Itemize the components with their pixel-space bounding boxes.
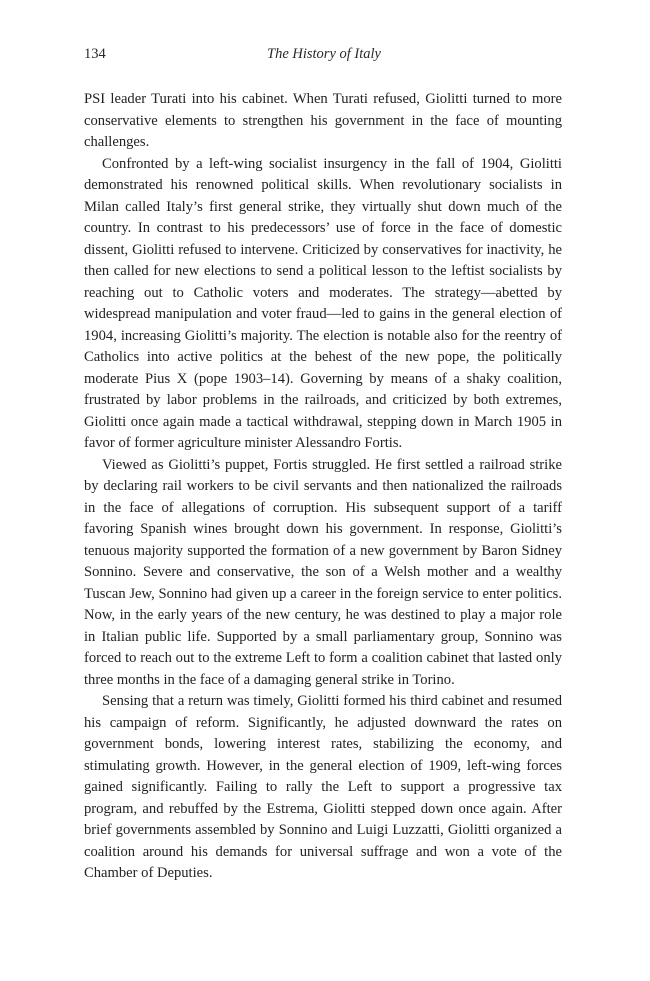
paragraph: Sensing that a return was timely, Giolitti formed his third cabinet and resumed his campaign of reform. Significantly, he adjusted downward the rates on government bonds, lowering interest rates, stabilizing the economy, and stimulating growth. However, in the general election of 1909, left-wing forces gained significantly. Failing to rally the Left to support a progressive tax program, and rebuffed by the Estrema, Giolitti stepped down once again. After brief governments assembled by Sonnino and Luigi Luzzatti, Giolitti organized a coalition around his demands for universal suffrage and won a vote of the Chamber of Deputies. [84,693,562,881]
paragraph: Viewed as Giolitti’s puppet, Fortis struggled. He first settled a railroad strike by declaring rail workers to be civil servants and then nationalized the railroads in the face of allegations of corruption. His subsequent support of a tariff favoring Spanish wines brought down his government. In response, Giolitti’s tenuous majority supported the formation of a new government by Baron Sidney Sonnino. Severe and conservative, the son of a Welsh mother and a wealthy Tuscan Jew, Sonnino had given up a career in the foreign service to enter politics. Now, in the early years of the new century, he was destined to play a major role in Italian public life. Supported by a small parliamentary group, Sonnino was forced to reach out to the extreme Left to form a coalition cabinet that lasted only three months in the face of a damaging general strike in Torino. [84,456,562,688]
page-header [84,46,564,66]
paragraph: Confronted by a left-wing socialist insurgency in the fall of 1904, Giolitti demonstrated his renowned political skills. When revolutionary socialists in Milan called Italy’s first general strike, they virtually shut down much of the country. In contrast to his predecessors’ use of force in the face of domestic dissent, Giolitti refused to intervene. Criticized by conservatives for inactivity, he then called for new elections to send a political lesson to the leftist socialists by reaching out to Catholic voters and moderates. The strategy—abetted by widespread manipulation and voter fraud—led to gains in the general election of 1904, increasing Giolitti’s majority. The election is notable also for the reentry of Catholics into active politics at the behest of the new pope, the politically moderate Pius X (pope 1903–14). Governing by means of a shaky coalition, frustrated by labor problems in the railroads, and criticized by both extremes, Giolitti once again made a tactical withdrawal, stepping down in March 1905 in favor of former agriculture minister Alessandro Fortis. [84,155,562,451]
running-head: The History of Italy [267,46,381,62]
page-number: 134 [84,46,106,62]
body-text [84,89,562,885]
paragraph-continued: PSI leader Turati into his cabinet. When Turati refused, Giolitti turned to more conservative elements to strengthen his government in the face of mounting challenges. [84,91,562,150]
